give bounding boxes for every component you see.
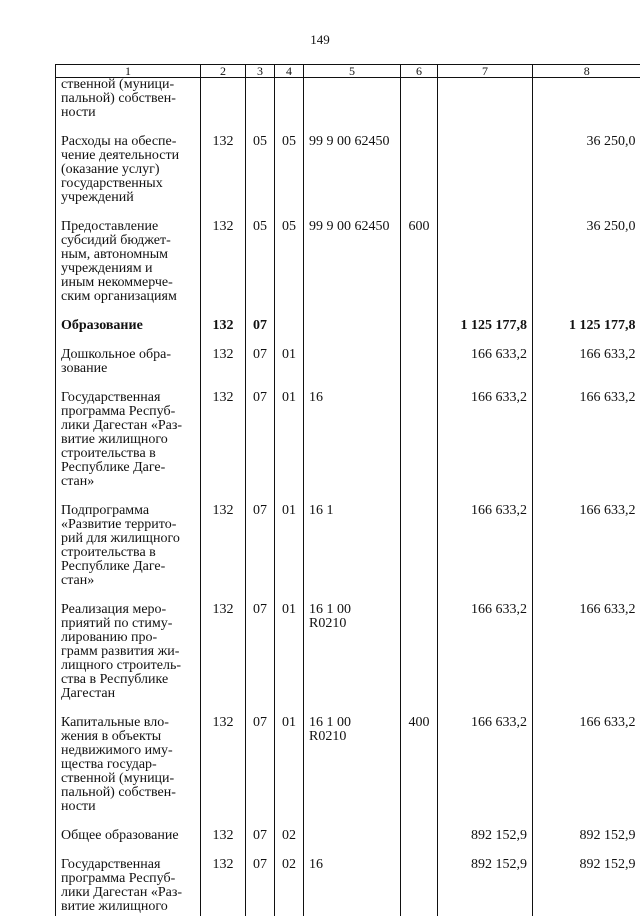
amount-col8-cell: 36 250,0 — [533, 135, 640, 220]
expense-type-cell — [401, 829, 438, 858]
amount-col7-cell: 892 152,9 — [438, 858, 533, 916]
table-row — [56, 78, 640, 136]
gov-code-cell: 132 — [201, 858, 246, 916]
amount-col8-cell — [533, 78, 640, 136]
section-cell: 05 — [246, 220, 275, 319]
row-name-cell: ственной (муници- пальной) собствен- ности — [56, 78, 201, 136]
amount-col7-cell — [438, 78, 533, 136]
target-article-cell: 16 1 00 R0210 — [304, 716, 401, 829]
amount-col8-cell: 166 633,2 — [533, 391, 640, 504]
table-row — [56, 220, 640, 319]
subsection-cell: 01 — [275, 391, 304, 504]
gov-code-cell: 132 — [201, 504, 246, 603]
row-name-cell: Расходы на обеспе- чение деятельности (оказание услуг) государственных учреждений — [56, 135, 201, 220]
amount-col7-cell: 166 633,2 — [438, 348, 533, 391]
section-cell: 07 — [246, 603, 275, 716]
target-article-cell — [304, 348, 401, 391]
expense-type-cell — [401, 504, 438, 603]
table-row — [56, 504, 640, 603]
expense-type-cell — [401, 78, 438, 136]
amount-col8-cell: 36 250,0 — [533, 220, 640, 319]
section-cell: 07 — [246, 348, 275, 391]
expense-type-cell — [401, 135, 438, 220]
subsection-cell: 01 — [275, 716, 304, 829]
subsection-cell: 05 — [275, 220, 304, 319]
gov-code-cell: 132 — [201, 716, 246, 829]
subsection-cell: 02 — [275, 858, 304, 916]
expense-type-cell — [401, 858, 438, 916]
amount-col7-cell: 166 633,2 — [438, 504, 533, 603]
table-row — [56, 716, 640, 829]
column-header: 1 — [56, 65, 201, 78]
target-article-cell: 16 1 — [304, 504, 401, 603]
section-cell: 07 — [246, 858, 275, 916]
expense-type-cell — [401, 319, 438, 348]
gov-code-cell: 132 — [201, 391, 246, 504]
target-article-cell: 16 — [304, 391, 401, 504]
section-cell: 07 — [246, 504, 275, 603]
amount-col8-cell: 166 633,2 — [533, 348, 640, 391]
expense-type-cell — [401, 348, 438, 391]
row-name-cell: Дошкольное обра- зование — [56, 348, 201, 391]
column-header: 7 — [438, 65, 533, 78]
gov-code-cell — [201, 78, 246, 136]
table-row — [56, 858, 640, 916]
gov-code-cell: 132 — [201, 319, 246, 348]
section-cell: 07 — [246, 391, 275, 504]
expense-type-cell — [401, 603, 438, 716]
row-name-cell: Государственная программа Респуб- лики Дагестан «Раз- витие жилищного — [56, 858, 201, 916]
budget-table — [55, 64, 640, 916]
row-name-cell: Подпрограмма «Развитие террито- рий для жилищного строительства в Республике Даге- стан» — [56, 504, 201, 603]
target-article-cell: 99 9 00 62450 — [304, 220, 401, 319]
amount-col7-cell: 166 633,2 — [438, 716, 533, 829]
table-row — [56, 319, 640, 348]
section-cell: 05 — [246, 135, 275, 220]
page-number: 149 — [0, 32, 640, 48]
amount-col8-cell: 166 633,2 — [533, 716, 640, 829]
amount-col7-cell: 166 633,2 — [438, 391, 533, 504]
amount-col8-cell: 1 125 177,8 — [533, 319, 640, 348]
section-cell — [246, 78, 275, 136]
target-article-cell — [304, 319, 401, 348]
column-header: 8 — [533, 65, 640, 78]
table-header-row — [56, 65, 640, 78]
subsection-cell: 01 — [275, 504, 304, 603]
table-row — [56, 348, 640, 391]
row-name-cell: Государственная программа Респуб- лики Дагестан «Раз- витие жилищного строительства в Республике Даге- стан» — [56, 391, 201, 504]
row-name-cell: Реализация меро- приятий по стиму- лированию про- грамм развития жи- лищного строитель- ства в Республике Дагестан — [56, 603, 201, 716]
column-header: 4 — [275, 65, 304, 78]
amount-col8-cell: 892 152,9 — [533, 829, 640, 858]
section-cell: 07 — [246, 829, 275, 858]
target-article-cell: 99 9 00 62450 — [304, 135, 401, 220]
subsection-cell: 05 — [275, 135, 304, 220]
gov-code-cell: 132 — [201, 135, 246, 220]
target-article-cell — [304, 829, 401, 858]
target-article-cell: 16 1 00 R0210 — [304, 603, 401, 716]
gov-code-cell: 132 — [201, 348, 246, 391]
column-header: 6 — [401, 65, 438, 78]
amount-col7-cell: 892 152,9 — [438, 829, 533, 858]
gov-code-cell: 132 — [201, 220, 246, 319]
amount-col8-cell: 892 152,9 — [533, 858, 640, 916]
subsection-cell: 01 — [275, 603, 304, 716]
target-article-cell — [304, 78, 401, 136]
table-row — [56, 603, 640, 716]
subsection-cell — [275, 78, 304, 136]
row-name-cell: Общее образование — [56, 829, 201, 858]
column-header: 3 — [246, 65, 275, 78]
row-name-cell: Образование — [56, 319, 201, 348]
expense-type-cell: 400 — [401, 716, 438, 829]
amount-col7-cell — [438, 135, 533, 220]
column-header: 5 — [304, 65, 401, 78]
section-cell: 07 — [246, 319, 275, 348]
amount-col7-cell: 1 125 177,8 — [438, 319, 533, 348]
subsection-cell — [275, 319, 304, 348]
expense-type-cell: 600 — [401, 220, 438, 319]
table-row — [56, 829, 640, 858]
amount-col7-cell: 166 633,2 — [438, 603, 533, 716]
table-row — [56, 391, 640, 504]
section-cell: 07 — [246, 716, 275, 829]
gov-code-cell: 132 — [201, 603, 246, 716]
amount-col7-cell — [438, 220, 533, 319]
row-name-cell: Капитальные вло- жения в объекты недвижимого иму- щества государ- ственной (муници- пальной) собствен- ности — [56, 716, 201, 829]
subsection-cell: 02 — [275, 829, 304, 858]
table-row — [56, 135, 640, 220]
amount-col8-cell: 166 633,2 — [533, 504, 640, 603]
expense-type-cell — [401, 391, 438, 504]
amount-col8-cell: 166 633,2 — [533, 603, 640, 716]
row-name-cell: Предоставление субсидий бюджет- ным, автономным учреждениям и иным некоммерче- ским организациям — [56, 220, 201, 319]
target-article-cell: 16 — [304, 858, 401, 916]
subsection-cell: 01 — [275, 348, 304, 391]
gov-code-cell: 132 — [201, 829, 246, 858]
column-header: 2 — [201, 65, 246, 78]
